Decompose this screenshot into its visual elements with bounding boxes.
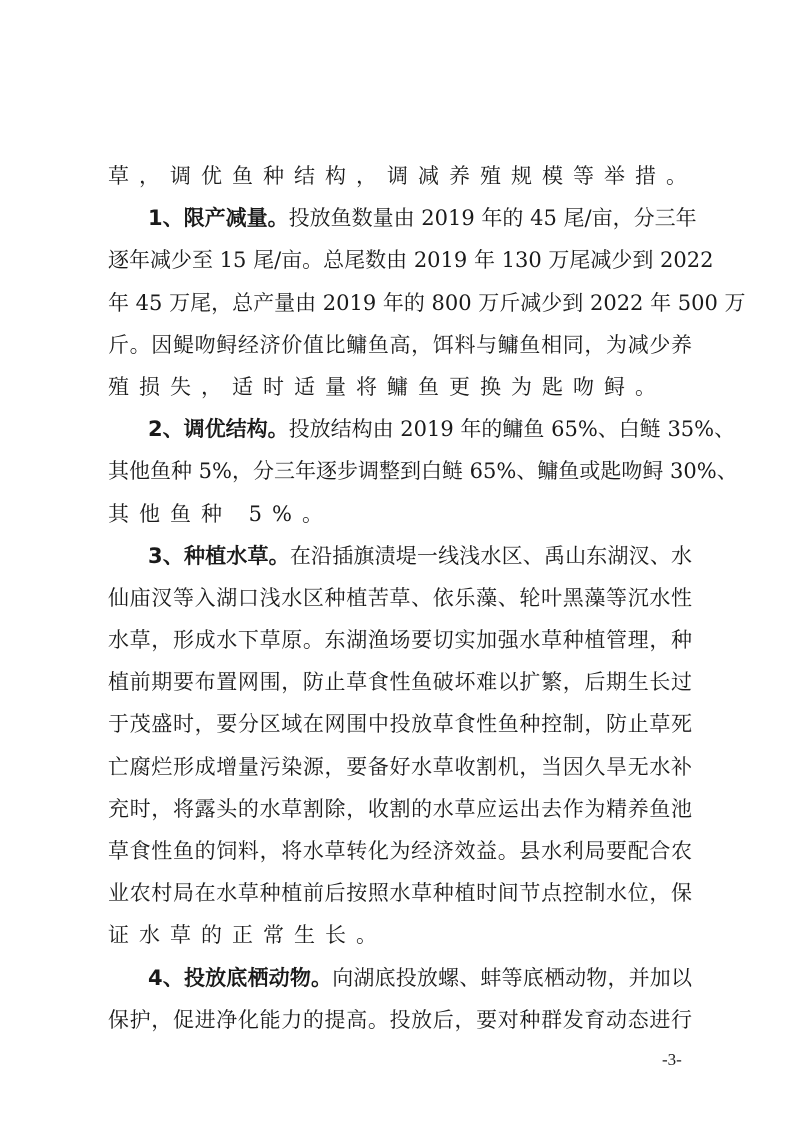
text-line [108,788,692,830]
paragraph [108,155,697,197]
text-line [108,493,692,535]
line-text: 投放鱼数量由 2019 年的 45 尾/亩，分三年 [288,206,697,231]
line-text: 植前期要布置网围，防止草食性鱼破坏难以扩繁，后期生长过 [108,670,692,695]
page-number: -3- [662,1050,682,1069]
text-line [108,746,692,788]
paragraph [108,957,692,1041]
text-line [108,999,692,1041]
paragraph-heading: 2、调优结构。 [148,417,289,442]
text-line [108,324,692,366]
line-text: 年 45 万尾，总产量由 2019 年的 800 万斤减少到 2022 年 500 万 [108,290,746,315]
text-line [108,450,738,492]
paragraph [108,408,738,535]
text-line [108,408,736,450]
text-line [108,282,746,324]
line-text: 向湖底投放螺、蚌等底栖动物，并加以 [332,965,692,990]
line-text: 殖损失，适时适量将鳙鱼更换为匙吻鲟。 [108,374,666,399]
line-text: 草食性鱼的饲料，将水草转化为经济效益。县水利局要配合农 [108,839,692,863]
line-text: 斤。因鳀吻鲟经济价值比鳙鱼高，饵料与鳙鱼相同，为减少养 [108,332,692,357]
line-text: 于茂盛时，要分区域在网围中投放草食性鱼种控制，防止草死 [108,712,692,737]
line-text: 证水草的正常生长。 [108,923,387,948]
line-text: 逐年减少至 15 尾/亩。总尾数由 2019 年 130 万尾减少到 2022 [108,248,714,273]
text-line [108,366,692,408]
text-line [108,239,714,281]
line-text: 水草，形成水下草原。东湖渔场要切实加强水草种植管理，种 [108,628,692,653]
text-line [108,577,692,619]
paragraph-heading: 1、限产减量。 [148,206,289,231]
text-line [108,197,697,239]
paragraph-heading: 4、投放底栖动物。 [148,965,333,990]
document-body [108,155,746,1041]
text-line [108,661,692,703]
paragraph [108,535,692,957]
paragraph [108,197,746,408]
text-line [108,830,692,872]
text-line [108,703,692,745]
line-text: 仙庙汊等入湖口浅水区种植苦草、依乐藻、轮叶黑藻等沉水性 [108,585,692,610]
line-text: 投放结构由 2019 年的鳙鱼 65%、白鲢 35%、 [288,417,736,442]
text-line [108,155,697,197]
paragraph-heading: 3、种植水草。 [148,543,290,568]
text-line [108,619,692,661]
text-line [108,914,692,956]
line-text: 在沿插旗渍堤一线浅水区、禹山东湖汊、水 [289,543,692,568]
text-line [108,535,692,577]
line-text: 业农村局在水草种植前后按照水草种植时间节点控制水位，保 [108,881,692,906]
text-line [108,957,692,999]
text-line [108,872,692,914]
line-text: 其他鱼种 5%，分三年逐步调整到白鲢 65%、鳙鱼或匙吻鲟 30%、 [108,459,738,484]
line-text: 草，调优鱼种结构，调减养殖规模等举措。 [108,164,697,188]
line-text: 亡腐烂形成增量污染源，要备好水草收割机，当因久旱无水补 [108,754,692,779]
line-text: 充时，将露头的水草割除，收割的水草应运出去作为精养鱼池 [108,796,692,821]
line-text: 保护，促进净化能力的提高。投放后，要对种群发育动态进行 [108,1007,692,1032]
line-text: 其他鱼种 5%。 [108,501,333,526]
